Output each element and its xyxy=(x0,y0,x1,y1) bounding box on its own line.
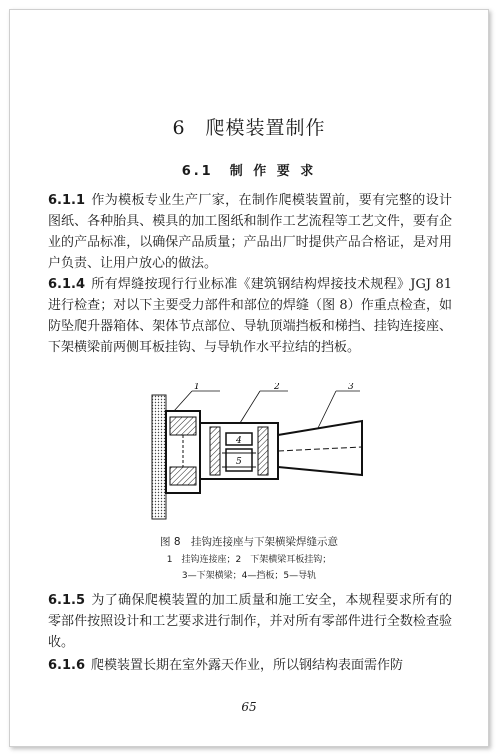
lower-beam xyxy=(278,421,362,475)
figure-8-weld-diagram xyxy=(148,383,370,523)
clause-number: 6.1.4 xyxy=(48,277,86,292)
chapter-title: 6 爬模装置制作 xyxy=(172,117,326,139)
concrete-wall xyxy=(152,395,166,519)
figure-caption: 图 8 挂钩连接座与下架横梁焊缝示意 xyxy=(159,536,339,548)
document-page xyxy=(9,9,489,747)
paragraph-6-1-5 xyxy=(48,590,452,653)
figure-label-3: 3 xyxy=(348,383,354,392)
figure-label-5: 5 xyxy=(236,457,242,467)
paragraph-6-1-4 xyxy=(48,274,452,358)
paragraph-6-1-1 xyxy=(48,190,452,274)
clause-text: 为了确保爬模装置的加工质量和施工安全，本规程要求所有的零部件按照设计和工艺要求进行制作，并对所有零部件进行全数检查验收。 xyxy=(48,593,452,650)
figure-legend-line-1: 1 挂钩连接座；2 下架横梁耳板挂钩； xyxy=(166,555,332,565)
figure-label-2: 2 xyxy=(274,383,280,392)
clause-number: 6.1.1 xyxy=(48,193,86,208)
clause-text: 作为模板专业生产厂家，在制作爬模装置前，要有完整的设计图纸、各种胎具、模具的加工图纸和制作工艺流程等工艺文件，要有企业的产品标准，以确保产品质量；产品出厂时提供产品合格证，是对用户负责、让用户放心的做法。 xyxy=(48,193,452,271)
clause-number: 6.1.5 xyxy=(48,593,86,608)
figure-legend-line-2: 3—下架横梁；4—挡板；5—导轨 xyxy=(181,571,317,581)
weld-diagram-drawing xyxy=(148,383,370,523)
page-number: 65 xyxy=(241,700,257,714)
section-title: 6.1 制 作 要 求 xyxy=(181,164,317,179)
clause-text: 爬模装置长期在室外露天作业，所以钢结构表面需作防 xyxy=(91,658,404,673)
paragraph-6-1-6 xyxy=(48,655,452,676)
clause-text: 所有焊缝按现行行业标准《建筑钢结构焊接技术规程》JGJ 81 进行检查；对以下主要受力部件和部位的焊缝（图 8）作重点检查，如防坠爬升器箱体、架体节点部位、导轨顶端挡板和梯挡、挂钩连接座、下架横梁前两侧耳板挂钩、与导轨作水平拉结的挡板。 xyxy=(48,277,452,355)
figure-label-4: 4 xyxy=(236,436,242,446)
figure-label-1: 1 xyxy=(194,383,200,392)
clause-number: 6.1.6 xyxy=(48,658,86,673)
